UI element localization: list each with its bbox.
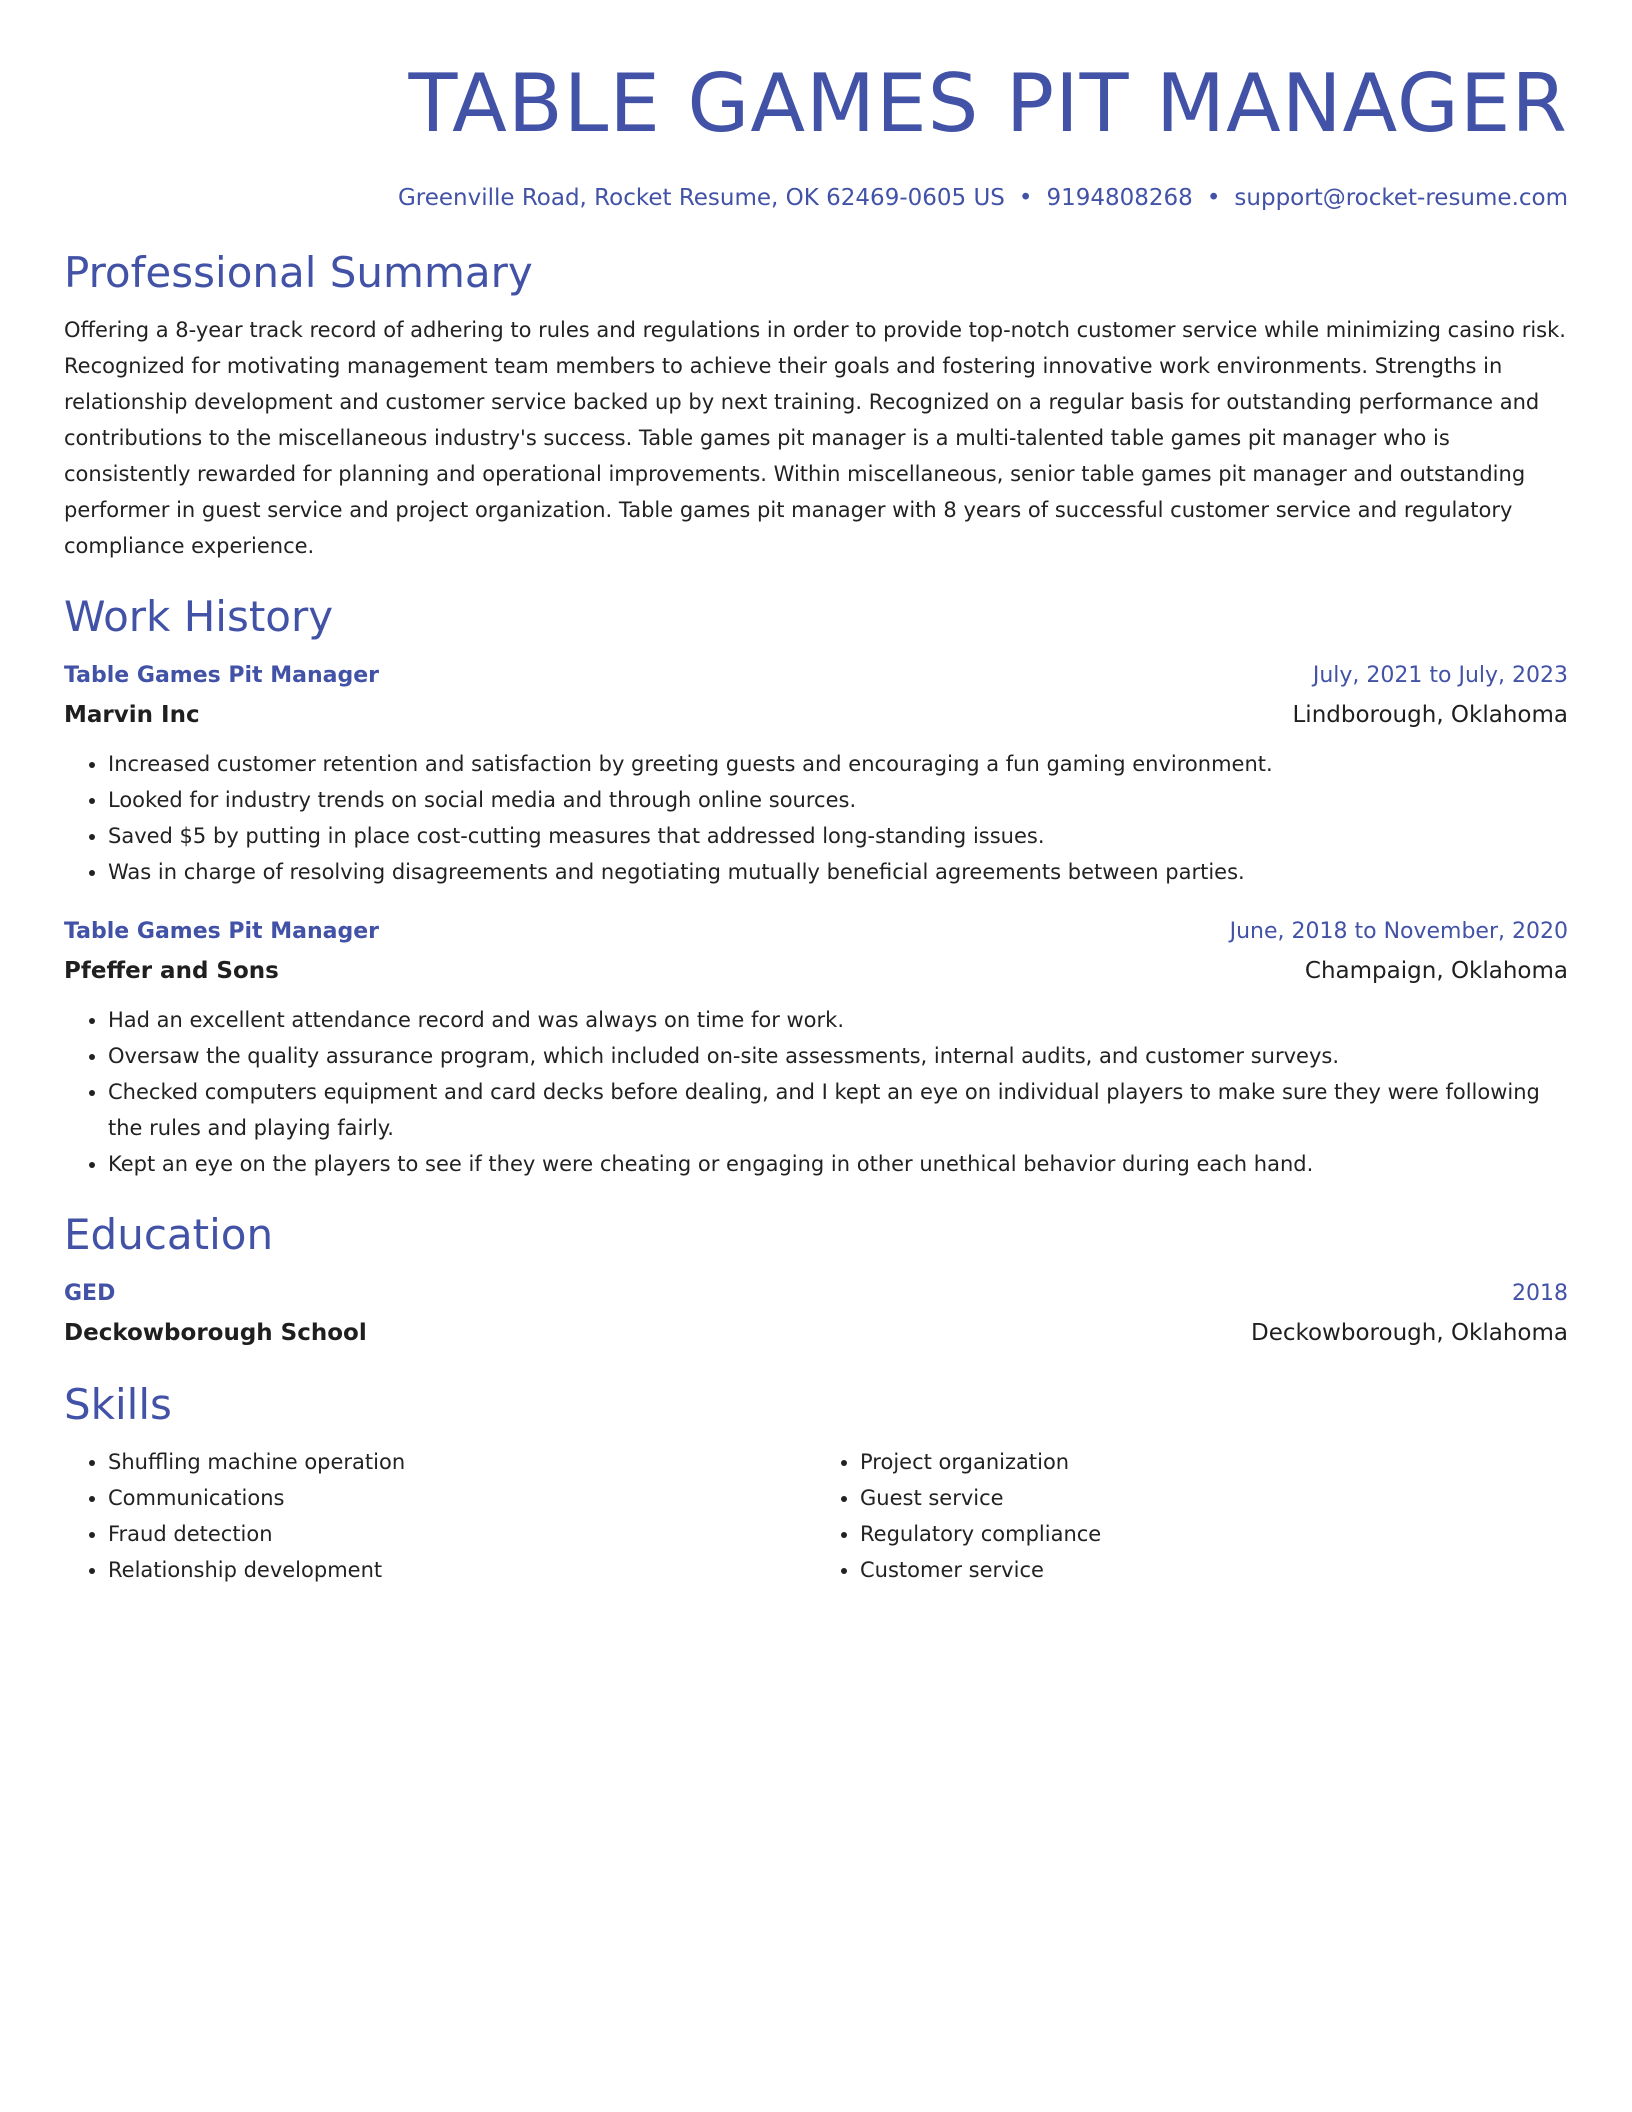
job-company: Marvin Inc — [64, 702, 200, 728]
education-school: Deckowborough School — [64, 1320, 367, 1346]
education-header — [64, 1274, 1568, 1314]
job-bullet: • Had an excellent attendance record and was always on time for work. — [108, 1002, 1568, 1038]
skill-item: • Guest service — [860, 1480, 1568, 1516]
skills-section — [64, 1378, 1568, 1588]
education-year: 2018 — [1512, 1281, 1568, 1306]
contact-phone: 9194808268 — [1046, 185, 1193, 211]
skill-item: • Customer service — [860, 1552, 1568, 1588]
skills-grid — [64, 1444, 1568, 1588]
skills-heading: Skills — [64, 1380, 172, 1429]
summary-heading: Professional Summary — [64, 248, 533, 297]
education-location: Deckowborough, Oklahoma — [1250, 1320, 1568, 1346]
job-employer-row — [64, 696, 1568, 734]
contact-email: support@rocket-resume.com — [1234, 185, 1568, 211]
job-employer-row — [64, 952, 1568, 990]
summary-section — [64, 246, 1568, 564]
job-location: Lindborough, Oklahoma — [1292, 702, 1568, 728]
skills-list — [816, 1444, 1568, 1588]
summary-text: Offering a 8-year track record of adhering to rules and regulations in order to provide top-notch customer service while minimizing casino risk. Recognized for motivating management team members to achieve their goals and fostering innovative work environments. Strengths in relationship development and customer service backed up by next training. Recognized on a regular basis for outstanding performance and contributions to the miscellaneous industry's success. Table games pit manager is a multi-talented table games pit manager who is consistently rewarded for planning and operational improvements. Within miscellaneous, senior table games pit manager and outstanding performer in guest service and project organization. Table games pit manager with 8 years of successful customer service and regulatory compliance experience. — [64, 318, 1566, 558]
job-header — [64, 656, 1568, 696]
job-dates: June, 2018 to November, 2020 — [1229, 919, 1568, 944]
job-entry — [64, 912, 1568, 1182]
job-bullet: • Looked for industry trends on social media and through online sources. — [108, 782, 1568, 818]
job-bullets — [64, 1002, 1568, 1182]
job-bullet: • Checked computers equipment and card decks before dealing, and I kept an eye on individual players to make sure they were following the rules and playing fairly. — [108, 1074, 1568, 1146]
skill-item: • Relationship development — [108, 1552, 816, 1588]
skills-column-left — [64, 1444, 816, 1588]
education-heading: Education — [64, 1210, 274, 1259]
resume-header — [64, 56, 1568, 214]
job-bullets — [64, 746, 1568, 890]
job-bullet: • Oversaw the quality assurance program, which included on-site assessments, internal audits, and customer surveys. — [108, 1038, 1568, 1074]
job-bullet: • Increased customer retention and satisfaction by greeting guests and encouraging a fun gaming environment. — [108, 746, 1568, 782]
skill-item: • Communications — [108, 1480, 816, 1516]
contact-address: Greenville Road, Rocket Resume, OK 62469-0605 US — [397, 185, 1005, 211]
skills-column-right — [816, 1444, 1568, 1588]
job-bullet: • Was in charge of resolving disagreements and negotiating mutually beneficial agreements between parties. — [108, 854, 1568, 890]
contact-separator: • — [1206, 185, 1221, 211]
job-bullet: • Saved $5 by putting in place cost-cutting measures that addressed long-standing issues. — [108, 818, 1568, 854]
skills-list — [64, 1444, 816, 1588]
education-entry — [64, 1274, 1568, 1352]
job-location: Champaign, Oklahoma — [1304, 958, 1568, 984]
job-dates: July, 2021 to July, 2023 — [1312, 663, 1568, 688]
job-title: Table Games Pit Manager — [64, 919, 379, 944]
education-section — [64, 1208, 1568, 1352]
contact-line — [64, 182, 1568, 214]
job-header — [64, 912, 1568, 952]
job-entry — [64, 656, 1568, 890]
work-history-heading: Work History — [64, 592, 334, 641]
candidate-title: TABLE GAMES PIT MANAGER — [408, 57, 1568, 150]
work-history-section — [64, 590, 1568, 1182]
skill-item: • Shuffling machine operation — [108, 1444, 816, 1480]
skill-item: • Regulatory compliance — [860, 1516, 1568, 1552]
skill-item: • Fraud detection — [108, 1516, 816, 1552]
job-bullet: • Kept an eye on the players to see if they were cheating or engaging in other unethical behavior during each hand. — [108, 1146, 1568, 1182]
job-company: Pfeffer and Sons — [64, 958, 279, 984]
skill-item: • Project organization — [860, 1444, 1568, 1480]
education-school-row — [64, 1314, 1568, 1352]
education-degree: GED — [64, 1281, 116, 1306]
contact-separator: • — [1018, 185, 1033, 211]
job-title: Table Games Pit Manager — [64, 663, 379, 688]
